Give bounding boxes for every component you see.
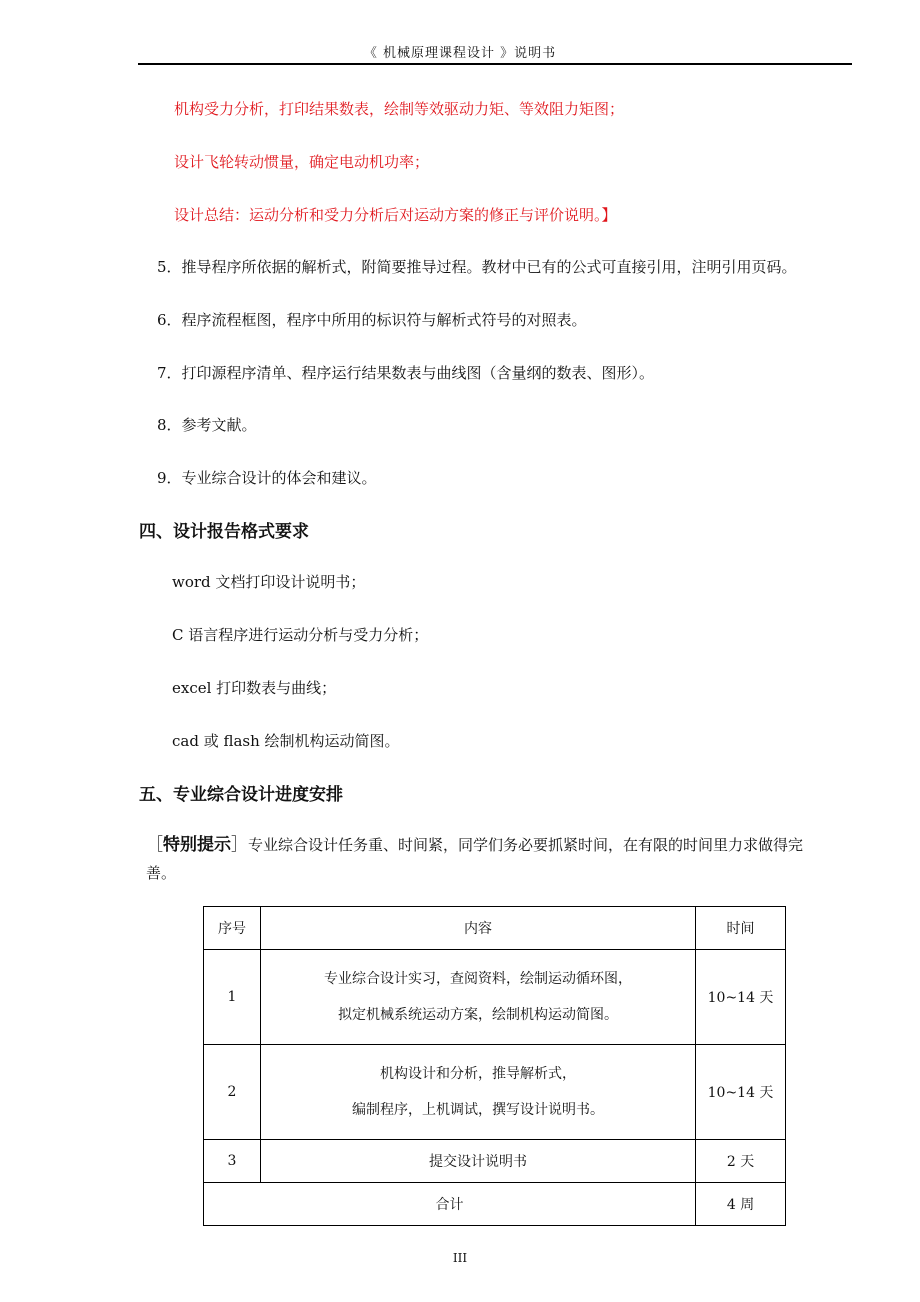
header-cell-time: 时间	[696, 907, 786, 950]
red-line-flywheel: 设计飞轮转动惯量，确定电动机功率；	[174, 153, 430, 171]
format-line-c: C 语言程序进行运动分析与受力分析；	[172, 626, 429, 644]
row-content-line: 专业综合设计实习，查阅资料，绘制运动循环图，	[323, 971, 632, 987]
row-content-line: 编制程序，上机调试，撰写设计说明书。	[351, 1102, 604, 1118]
format-line-cad: cad 或 flash 绘制机构运动简图。	[172, 732, 400, 750]
header-cell-no: 序号	[204, 907, 261, 950]
row-content	[260, 950, 695, 1045]
table-header-row	[204, 907, 786, 950]
total-label: 合计	[204, 1183, 696, 1226]
header-cell-content: 内容	[260, 907, 695, 950]
notice-text: 专业综合设计任务重、时间紧，同学们务必要抓紧时间，在有限的时间里力求做得完	[248, 836, 804, 854]
list-item-9: 9．专业综合设计的体会和建议。	[157, 469, 377, 487]
row-no: 3	[204, 1140, 261, 1183]
total-time: 4 周	[696, 1183, 786, 1226]
list-item-8: 8．参考文献。	[157, 416, 257, 434]
page-header: 《 机械原理课程设计 》说明书	[363, 46, 557, 61]
header-rule	[138, 63, 852, 65]
row-time: 2 天	[696, 1140, 786, 1183]
page-number: III	[452, 1251, 468, 1265]
row-no: 1	[204, 950, 261, 1045]
section-4-heading: 四、设计报告格式要求	[139, 522, 309, 542]
row-content: 提交设计说明书	[260, 1140, 695, 1183]
row-time: 10~14 天	[696, 950, 786, 1045]
row-time: 10~14 天	[696, 1045, 786, 1140]
notice-bracket-open: ［	[146, 835, 163, 855]
red-line-summary: 设计总结：运动分析和受力分析后对运动方案的修正与评价说明。】	[174, 206, 617, 224]
row-content-line: 拟定机械系统运动方案，绘制机构运动简图。	[337, 1007, 618, 1023]
schedule-table	[203, 906, 786, 1226]
table-total-row	[204, 1183, 786, 1226]
table-row	[204, 1140, 786, 1183]
notice-bracket-close: ］	[231, 835, 248, 855]
notice-tag: 特别提示	[163, 835, 231, 855]
section-5-heading: 五、专业综合设计进度安排	[139, 785, 343, 805]
list-item-7: 7．打印源程序清单、程序运行结果数表与曲线图（含量纲的数表、图形）。	[157, 364, 655, 382]
list-item-5: 5．推导程序所依据的解析式，附简要推导过程。教材中已有的公式可直接引用，注明引用页码。	[157, 258, 797, 276]
row-content-line: 机构设计和分析，推导解析式，	[379, 1066, 576, 1082]
table-row	[204, 1045, 786, 1140]
table-row	[204, 950, 786, 1045]
list-item-6: 6．程序流程框图，程序中所用的标识符与解析式符号的对照表。	[157, 311, 587, 329]
row-no: 2	[204, 1045, 261, 1140]
red-line-force-analysis: 机构受力分析，打印结果数表，绘制等效驱动力矩、等效阻力矩图；	[174, 100, 625, 118]
format-line-word: word 文档打印设计说明书；	[172, 573, 366, 591]
notice-text-cont: 善。	[146, 864, 177, 882]
row-content	[260, 1045, 695, 1140]
format-line-excel: excel 打印数表与曲线；	[172, 679, 337, 697]
special-notice	[146, 831, 858, 887]
